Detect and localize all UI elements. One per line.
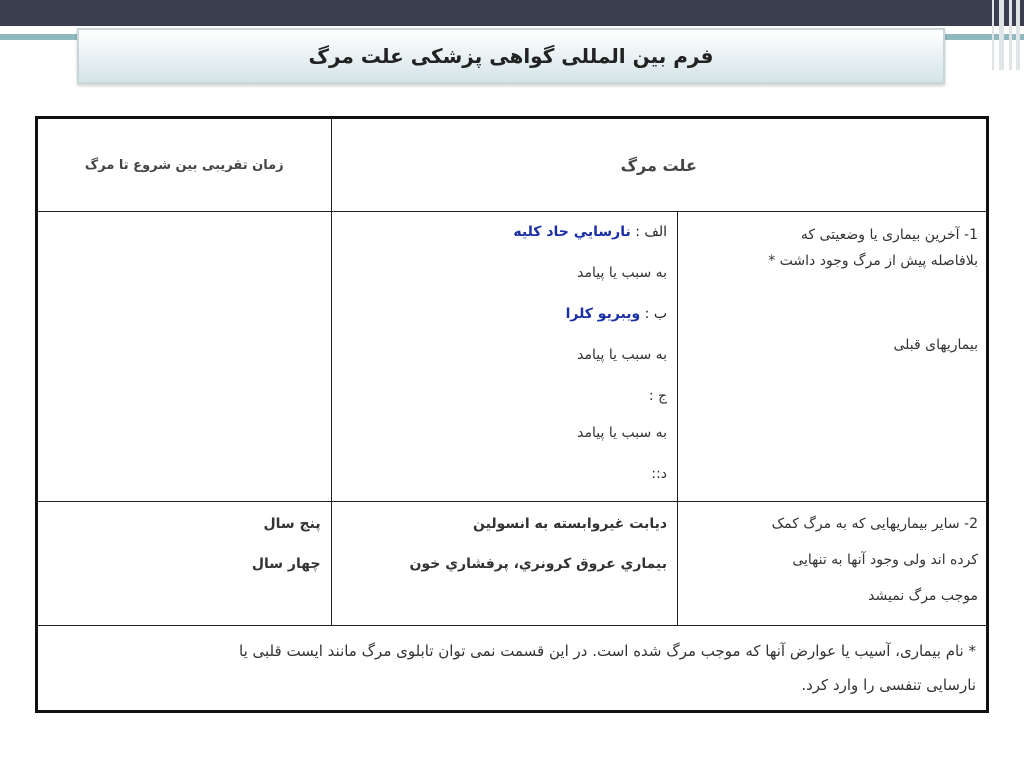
row2-interval-2: چهار سال [251,556,321,572]
header-row [37,118,988,212]
slide-title [77,28,945,84]
row2-desc-line2: کرده اند ولی وجود آنها به تنهایی [792,552,978,568]
footnote-line1: * نام بیماری، آسیب یا عوارض آنها که موجب مرگ شده است. در این قسمت نمی توان تابلوی مرگ مانند ایست قلبی یا [239,642,976,660]
row1-interval [37,212,332,502]
cause-a-value: نارسايي حاد كليه [513,224,631,240]
row2-interval-1: پنج سال [263,516,321,532]
note-row [37,626,988,712]
cause-d-label: د:: [651,466,668,482]
due-to-2: به سبب یا پیامد [577,347,668,363]
row2-description [678,502,988,626]
row2-cause-1: ديابت غيروابسته به انسولين [473,516,668,532]
cause-b [342,304,667,324]
cause-a [342,222,667,242]
row2-interval [37,502,332,626]
row1-causes [331,212,677,502]
row2-cause-2: بيماري عروق كرونري، پرفشاري خون [409,556,668,572]
top-bar [0,0,1024,26]
footnote-line2: نارسایی تنفسی را وارد کرد. [801,676,976,694]
cause-a-label: الف : [635,224,668,240]
row1-description [678,212,988,502]
row1-desc-line1: 1- آخرین بیماری یا وضعیتی که [800,227,978,243]
slide-title-text: فرم بین المللی گواهی پزشکی علت مرگ [308,44,714,68]
row1-desc-line2: بلافاصله پیش از مرگ وجود داشت * [768,253,978,269]
cause-b-value: ويبريو كلرا [565,306,641,322]
death-certificate-table [35,116,989,713]
due-to-3: به سبب یا پیامد [577,425,668,441]
header-interval: زمان تقریبی بین شروع تا مرگ [37,118,332,212]
cause-b-label: ب : [644,306,668,322]
row1-desc-line3: بیماریهای قبلی [893,337,978,353]
header-cause: علت مرگ [331,118,987,212]
due-to-1: به سبب یا پیامد [577,265,668,281]
table-row [37,502,988,626]
table-row [37,212,988,502]
cause-c-label: ج : [648,388,668,404]
decorative-lines [978,0,1024,70]
row2-desc-line1: 2- سایر بیماریهایی که به مرگ کمک [771,516,978,532]
row2-desc-line3: موجب مرگ نمیشد [868,588,978,604]
footnote [37,626,988,712]
row2-causes [331,502,677,626]
